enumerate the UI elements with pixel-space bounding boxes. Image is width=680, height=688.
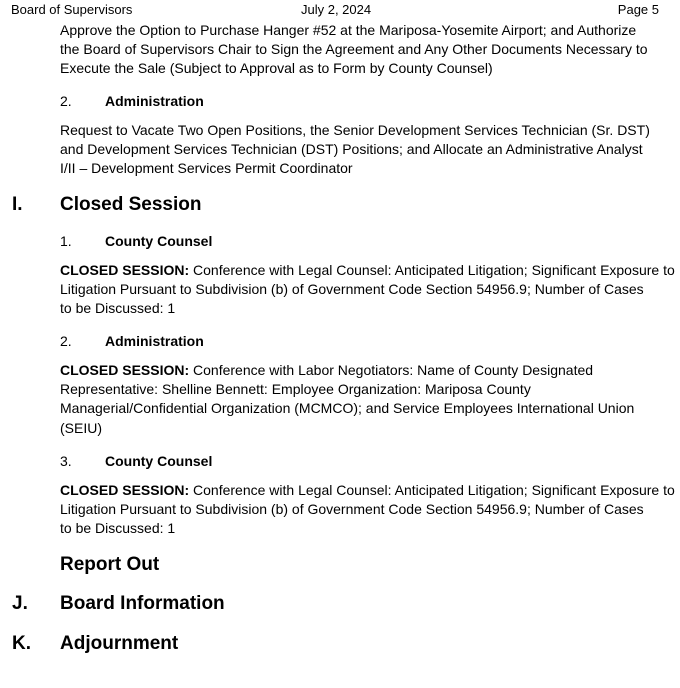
closed-session-text-3 bbox=[60, 481, 675, 539]
item-title: County Counsel bbox=[105, 233, 213, 249]
item-title: Administration bbox=[105, 333, 204, 349]
item-number: 2. bbox=[60, 333, 72, 349]
item-number: 1. bbox=[60, 233, 72, 249]
closed-session-label: CLOSED SESSION: bbox=[60, 262, 190, 278]
text-line: Representative: Shelline Bennett: Employee Organization: Mariposa County bbox=[60, 381, 531, 398]
section-letter: J. bbox=[12, 593, 28, 614]
text-line: Litigation Pursuant to Subdivision (b) of Government Code Section 54956.9; Number of Cases bbox=[60, 281, 644, 298]
section-title: Report Out bbox=[60, 554, 160, 575]
text-line: Approve the Option to Purchase Hanger #52 at the Mariposa-Yosemite Airport; and Authorize bbox=[60, 22, 637, 38]
text-line: Litigation Pursuant to Subdivision (b) of Government Code Section 54956.9; Number of Cases bbox=[60, 501, 644, 518]
section-letter: I. bbox=[12, 194, 23, 215]
text-line: the Board of Supervisors Chair to Sign the Agreement and Any Other Documents Necessary to bbox=[60, 41, 648, 58]
text-line: Conference with Legal Counsel: Anticipated Litigation; Significant Exposure to bbox=[189, 262, 675, 278]
closed-session-text-2 bbox=[60, 361, 672, 438]
text-line: Conference with Labor Negotiators: Name of County Designated bbox=[189, 362, 594, 378]
section-title: Board Information bbox=[60, 593, 225, 614]
item-number: 2. bbox=[60, 93, 72, 109]
closed-session-label: CLOSED SESSION: bbox=[60, 482, 190, 498]
text-line: to be Discussed: 1 bbox=[60, 300, 176, 317]
closed-session-label: CLOSED SESSION: bbox=[60, 362, 190, 378]
text-line: I/II – Development Services Permit Coordinator bbox=[60, 160, 353, 177]
item-title: County Counsel bbox=[105, 453, 213, 469]
header-board-name: Board of Supervisors bbox=[11, 2, 133, 17]
hangar-purchase-text bbox=[60, 21, 672, 79]
text-line: and Development Services Technician (DST) Positions; and Allocate an Administrative Analyst bbox=[60, 141, 643, 158]
text-line: Conference with Legal Counsel: Anticipated Litigation; Significant Exposure to bbox=[189, 482, 675, 498]
section-title: Adjournment bbox=[60, 633, 179, 654]
page-header bbox=[0, 1, 680, 19]
administration-request-text bbox=[60, 121, 672, 179]
text-line: Execute the Sale (Subject to Approval as to Form by County Counsel) bbox=[60, 60, 493, 77]
text-line: to be Discussed: 1 bbox=[60, 520, 176, 537]
item-title: Administration bbox=[105, 93, 204, 109]
text-line: Request to Vacate Two Open Positions, the Senior Development Services Technician (Sr. DST) bbox=[60, 122, 650, 138]
item-number: 3. bbox=[60, 453, 72, 469]
header-date: July 2, 2024 bbox=[301, 2, 372, 17]
closed-session-text-1 bbox=[60, 261, 675, 319]
text-line: Managerial/Confidential Organization (MCMCO); and Service Employees International Union bbox=[60, 400, 635, 417]
section-letter: K. bbox=[12, 633, 31, 654]
text-line: (SEIU) bbox=[60, 419, 102, 436]
header-page-number: Page 5 bbox=[617, 2, 659, 17]
section-title: Closed Session bbox=[60, 194, 202, 215]
